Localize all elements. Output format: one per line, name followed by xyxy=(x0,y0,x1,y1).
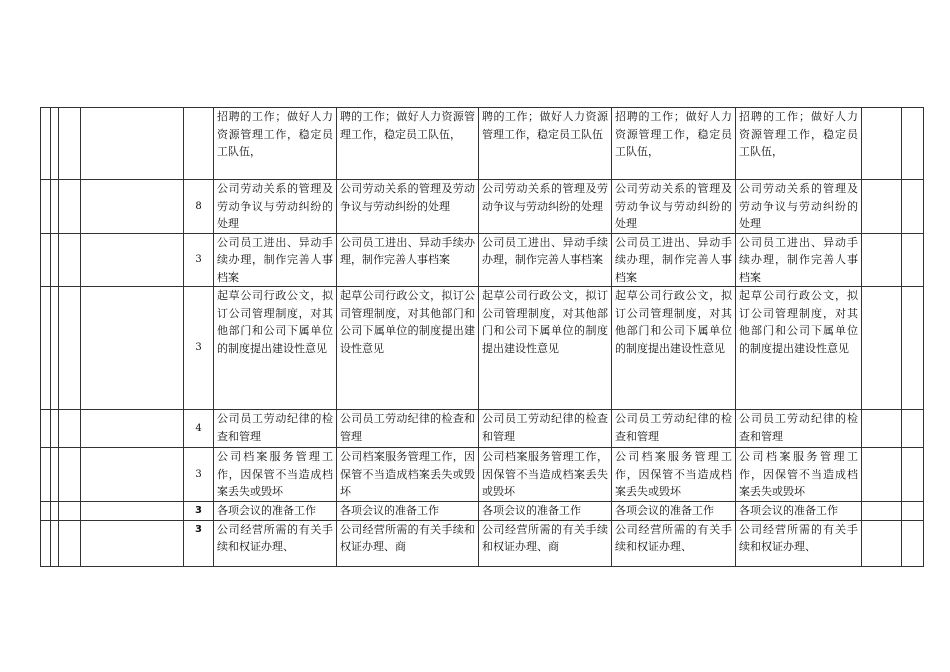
duty-cell: 招聘的工作；做好人力资源管理工作，稳定员工队伍， xyxy=(736,108,862,180)
empty-cell xyxy=(81,410,184,448)
empty-cell xyxy=(59,410,81,448)
empty-cell xyxy=(59,502,81,521)
empty-cell xyxy=(862,287,902,410)
duty-cell: 公司经营所需的有关手续和权证办理、商 xyxy=(479,520,612,566)
duty-cell: 公司员工劳动纪律的检查和管理 xyxy=(612,410,736,448)
duty-cell: 起草公司行政公文，拟订公司管理制度，对其他部门和公司下属单位的制度提出建设性意见 xyxy=(337,287,479,410)
duty-cell: 各项会议的准备工作 xyxy=(736,502,862,521)
empty-cell xyxy=(862,180,902,234)
score-cell xyxy=(184,108,214,180)
empty-cell xyxy=(902,520,924,566)
empty-cell xyxy=(902,108,924,180)
duty-cell: 公司档案服务管理工作，因保管不当造成档案丢失或毁坏 xyxy=(214,448,337,502)
duty-cell: 起草公司行政公文，拟订公司管理制度，对其他部门和公司下属单位的制度提出建设性意见 xyxy=(479,287,612,410)
duty-cell: 公司经营所需的有关手续和权证办理、 xyxy=(736,520,862,566)
table-row xyxy=(41,287,924,410)
duty-cell: 公司档案服务管理工作，因保管不当造成档案丢失或毁坏 xyxy=(612,448,736,502)
empty-cell xyxy=(902,233,924,287)
empty-cell xyxy=(51,520,59,566)
responsibility-table xyxy=(40,107,924,567)
duty-cell: 公司劳动关系的管理及劳动争议与劳动纠纷的处理 xyxy=(214,180,337,234)
empty-cell xyxy=(902,410,924,448)
empty-cell xyxy=(59,180,81,234)
empty-cell xyxy=(81,233,184,287)
empty-cell xyxy=(41,448,51,502)
duty-cell: 起草公司行政公文，拟订公司管理制度，对其他部门和公司下属单位的制度提出建设性意见 xyxy=(214,287,337,410)
empty-cell xyxy=(59,287,81,410)
empty-cell xyxy=(862,502,902,521)
score-cell: 3 xyxy=(184,448,214,502)
duty-cell: 招聘的工作；做好人力资源管理工作，稳定员工队伍， xyxy=(612,108,736,180)
empty-cell xyxy=(902,448,924,502)
duty-cell: 公司员工劳动纪律的检查和管理 xyxy=(736,410,862,448)
score-cell: 3 xyxy=(184,287,214,410)
duty-cell: 公司劳动关系的管理及劳动争议与劳动纠纷的处理 xyxy=(479,180,612,234)
empty-cell xyxy=(41,287,51,410)
duty-cell: 起草公司行政公文，拟订公司管理制度，对其他部门和公司下属单位的制度提出建设性意见 xyxy=(736,287,862,410)
empty-cell xyxy=(51,233,59,287)
table-row xyxy=(41,410,924,448)
score-cell: 3 xyxy=(184,520,214,566)
empty-cell xyxy=(59,520,81,566)
table-row xyxy=(41,233,924,287)
table-row xyxy=(41,448,924,502)
empty-cell xyxy=(81,108,184,180)
empty-cell xyxy=(862,233,902,287)
duty-cell: 公司员工进出、异动手续办理，制作完善人事档案 xyxy=(337,233,479,287)
empty-cell xyxy=(902,502,924,521)
score-cell: 4 xyxy=(184,410,214,448)
empty-cell xyxy=(51,448,59,502)
duty-cell: 公司员工劳动纪律的检查和管理 xyxy=(479,410,612,448)
empty-cell xyxy=(41,180,51,234)
score-cell: 8 xyxy=(184,180,214,234)
empty-cell xyxy=(862,410,902,448)
duty-cell: 公司员工进出、异动手续办理，制作完善人事档案 xyxy=(214,233,337,287)
duty-cell: 招聘的工作；做好人力资源管理工作，稳定员工队伍， xyxy=(214,108,337,180)
empty-cell xyxy=(41,233,51,287)
table-row xyxy=(41,520,924,566)
duty-cell: 起草公司行政公文，拟订公司管理制度，对其他部门和公司下属单位的制度提出建设性意见 xyxy=(612,287,736,410)
table-row xyxy=(41,502,924,521)
duty-cell: 各项会议的准备工作 xyxy=(337,502,479,521)
duty-cell: 聘的工作；做好人力资源管理工作，稳定员工队伍， xyxy=(337,108,479,180)
empty-cell xyxy=(51,502,59,521)
empty-cell xyxy=(81,448,184,502)
empty-cell xyxy=(51,108,59,180)
empty-cell xyxy=(41,410,51,448)
duty-cell: 公司员工进出、异动手续办理，制作完善人事档案 xyxy=(612,233,736,287)
empty-cell xyxy=(862,520,902,566)
duty-cell: 公司劳动关系的管理及劳动争议与劳动纠纷的处理 xyxy=(612,180,736,234)
duty-cell: 公司劳动关系的管理及劳动争议与劳动纠纷的处理 xyxy=(736,180,862,234)
duty-cell: 聘的工作；做好人力资源管理工作，稳定员工队伍 xyxy=(479,108,612,180)
duty-cell: 公司员工进出、异动手续办理，制作完善人事档案 xyxy=(479,233,612,287)
duty-cell: 公司经营所需的有关手续和权证办理、 xyxy=(214,520,337,566)
empty-cell xyxy=(51,287,59,410)
table-row xyxy=(41,108,924,180)
duty-cell: 各项会议的准备工作 xyxy=(479,502,612,521)
empty-cell xyxy=(59,233,81,287)
empty-cell xyxy=(81,287,184,410)
duty-cell: 公司员工进出、异动手续办理，制作完善人事档案 xyxy=(736,233,862,287)
duty-cell: 公司经营所需的有关手续和权证办理、商 xyxy=(337,520,479,566)
duty-cell: 公司档案服务管理工作，因保管不当造成档案丢失或毁坏 xyxy=(479,448,612,502)
empty-cell xyxy=(81,180,184,234)
empty-cell xyxy=(81,520,184,566)
empty-cell xyxy=(41,108,51,180)
duty-cell: 公司档案服务管理工作，因保管不当造成档案丢失或毁坏 xyxy=(337,448,479,502)
duty-cell: 公司劳动关系的管理及劳动争议与劳动纠纷的处理 xyxy=(337,180,479,234)
empty-cell xyxy=(59,108,81,180)
empty-cell xyxy=(862,448,902,502)
empty-cell xyxy=(902,180,924,234)
empty-cell xyxy=(51,180,59,234)
duty-cell: 公司员工劳动纪律的检查和管理 xyxy=(337,410,479,448)
empty-cell xyxy=(51,410,59,448)
duty-cell: 各项会议的准备工作 xyxy=(214,502,337,521)
score-cell: 3 xyxy=(184,502,214,521)
duty-cell: 公司员工劳动纪律的检查和管理 xyxy=(214,410,337,448)
empty-cell xyxy=(41,520,51,566)
duty-cell: 公司档案服务管理工作，因保管不当造成档案丢失或毁坏 xyxy=(736,448,862,502)
empty-cell xyxy=(59,448,81,502)
score-cell: 3 xyxy=(184,233,214,287)
duty-cell: 各项会议的准备工作 xyxy=(612,502,736,521)
empty-cell xyxy=(902,287,924,410)
empty-cell xyxy=(41,502,51,521)
empty-cell xyxy=(862,108,902,180)
empty-cell xyxy=(81,502,184,521)
table-row xyxy=(41,180,924,234)
duty-cell: 公司经营所需的有关手续和权证办理、 xyxy=(612,520,736,566)
